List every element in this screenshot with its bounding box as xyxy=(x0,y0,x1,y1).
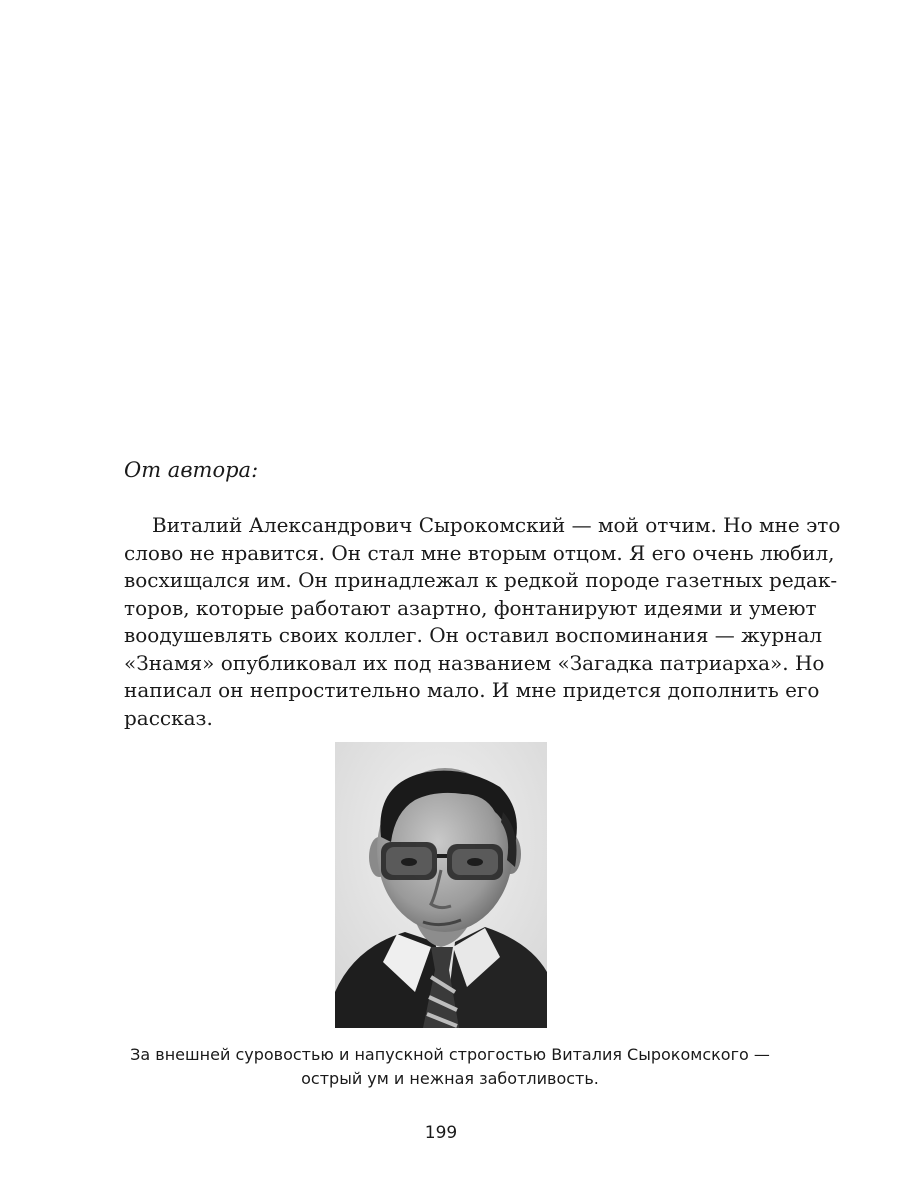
paragraph-line: Виталий Александрович Сырокомский — мой отчим. Но мне это xyxy=(152,513,841,537)
paragraph-line: «Знамя» опубликовал их под названием «Загадка патриарха». Но xyxy=(124,650,825,675)
paragraph-line: написал он непростительно мало. И мне придется дополнить его xyxy=(124,678,820,702)
paragraph-line: воодушевлять своих коллег. Он оставил воспоминания — журнал xyxy=(124,623,823,647)
section-heading: От автора: xyxy=(124,458,259,482)
photo-caption xyxy=(100,1043,800,1091)
body-paragraph xyxy=(124,512,841,732)
portrait-illustration xyxy=(335,742,547,1028)
paragraph-line: восхищался им. Он принадлежал к редкой породе газетных редак- xyxy=(124,568,838,592)
caption-line: За внешней суровостью и напускной строгостью Виталия Сырокомского — xyxy=(130,1045,770,1064)
caption-line: острый ум и нежная заботливость. xyxy=(301,1069,599,1088)
paragraph-line: торов, которые работают азартно, фонтанируют идеями и умеют xyxy=(124,595,817,620)
portrait-photo xyxy=(335,742,547,1028)
page-number: 199 xyxy=(424,1123,458,1143)
paragraph-line: рассказ. xyxy=(124,705,213,730)
paragraph-line: слово не нравится. Он стал мне вторым отцом. Я его очень любил, xyxy=(124,540,835,565)
